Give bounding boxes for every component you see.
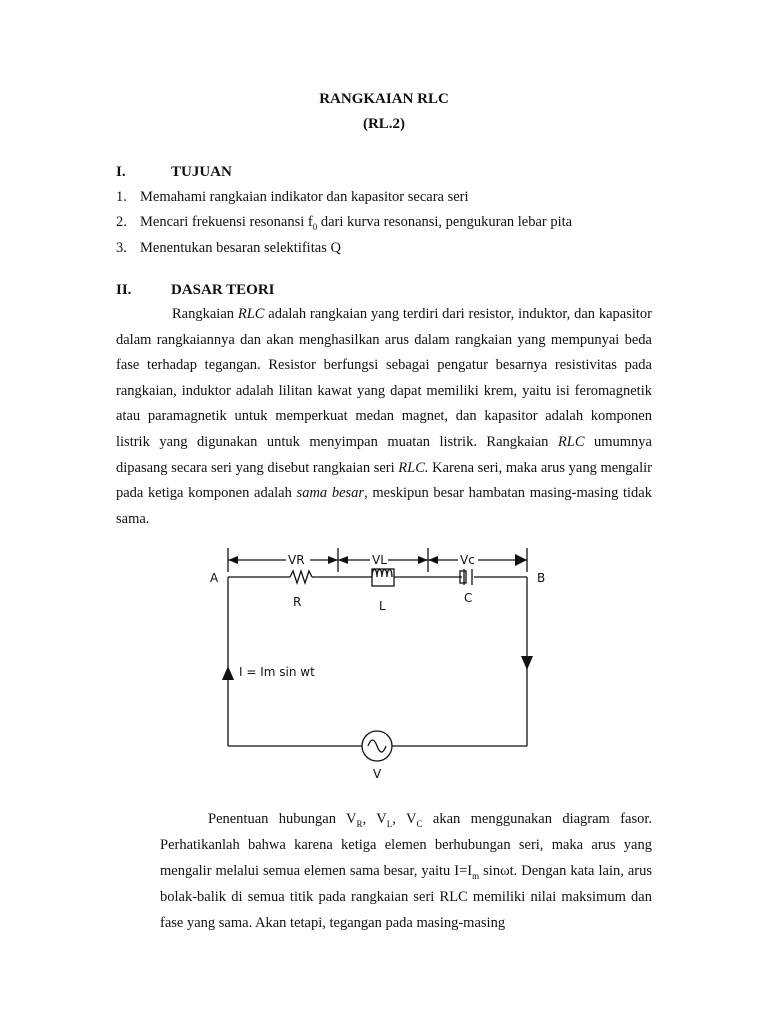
list-number: 2. — [116, 214, 127, 230]
para-italic: RLC. — [398, 459, 429, 476]
para-subscript: C — [416, 818, 423, 829]
l-label: L — [379, 599, 386, 613]
node-b-label: B — [537, 571, 546, 585]
r-label: R — [293, 595, 302, 609]
para-text: Karena seri, maka arus yang mengalir pada ketiga komponen adalah — [116, 459, 652, 502]
para-text: adalah rangkaian yang terdiri dari resistor, induktor, dan kapasitor dalam rangkaiannya dan akan menghasilkan arus dalam rangkaian yang mempunyai beda fase terhadap tegangan. Resistor berfungsi sebagai pengatur besarnya resistivitas pada rangkaian, induktor adalah lilitan kawat yang dapat memiliki krem, yaitu isi feromagnetik atau paramagnetik untuk memperkuat medan magnet, dan kapasitor adalah komponen listrik yang digunakan untuk menyimpan muatan listrik. Rangkaian — [116, 306, 653, 450]
para-subscript: L — [386, 818, 393, 829]
para-text: sinωt. Dengan kata lain, arus bolak-balik di semua titik pada rangkaian seri RLC memiliki nilai maksimum dan fase yang sama. Akan tetapi, tegangan pada masing-masing — [160, 863, 653, 931]
para-subscript: R — [356, 818, 363, 829]
list-text: Memahami rangkaian indikator dan kapasitor secara seri — [140, 189, 469, 205]
para-italic: RLC — [557, 433, 585, 450]
section-title: TUJUAN — [171, 164, 232, 180]
vr-label: VR — [288, 553, 305, 567]
rlc-circuit-diagram — [196, 538, 556, 788]
source-label: V — [373, 767, 382, 781]
current-label: I = Im sin wt — [239, 665, 315, 679]
list-number: 1. — [116, 189, 127, 205]
list-item — [116, 214, 572, 231]
para-text: , V — [392, 811, 417, 827]
list-number: 3. — [116, 240, 127, 256]
doc-code: (RL.2) — [362, 116, 406, 132]
para-text: Rangkaian — [172, 306, 238, 322]
theory-paragraph — [116, 302, 652, 532]
phasor-paragraph — [160, 806, 652, 936]
para-italic: RLC — [237, 306, 265, 322]
list-text: Mencari frekuensi resonansi f — [140, 214, 313, 230]
list-text-after: dari kurva resonansi, pengukuran lebar pita — [317, 214, 573, 230]
list-subscript: 0 — [312, 221, 318, 232]
list-item — [116, 189, 469, 206]
section-number: II. — [116, 282, 132, 298]
para-subscript: m — [472, 870, 480, 881]
vc-label: Vc — [460, 553, 475, 567]
doc-title: RANGKAIAN RLC — [319, 91, 449, 107]
para-italic: sama besar — [296, 485, 365, 502]
list-item — [116, 240, 341, 257]
para-text: Penentuan hubungan V — [208, 811, 357, 827]
section-title: DASAR TEORI — [171, 282, 275, 298]
c-label: C — [464, 591, 473, 605]
para-text: , meskipun besar hambatan masing-masing tidak sama. — [116, 485, 652, 527]
para-text: umumnya dipasang secara seri yang disebut rangkaian seri — [116, 433, 652, 476]
section-number: I. — [116, 164, 126, 180]
para-text: , V — [362, 811, 387, 827]
para-text: akan menggunakan diagram fasor. Perhatikanlah bahwa karena ketiga elemen berhubungan seri, maka arus yang mengalir melalui semua elemen sama besar, yaitu I=I — [160, 811, 653, 879]
node-a-label: A — [210, 571, 219, 585]
vl-label: VL — [372, 553, 387, 567]
list-text: Menentukan besaran selektifitas Q — [140, 240, 341, 256]
